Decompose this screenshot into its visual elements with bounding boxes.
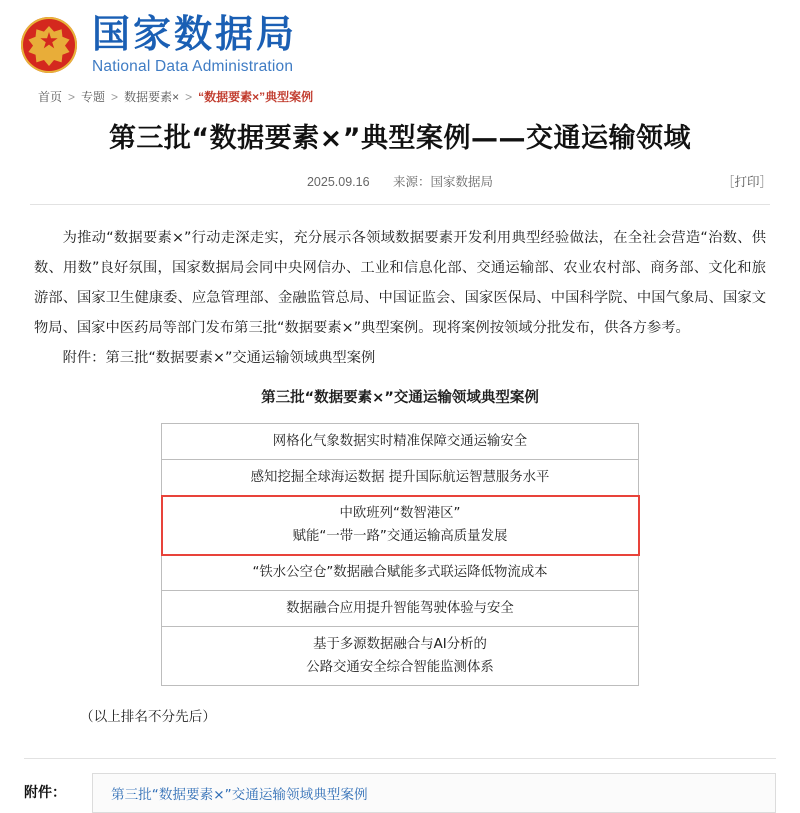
breadcrumb-separator: > (185, 89, 193, 104)
table-row (162, 555, 639, 591)
article-body (0, 205, 800, 732)
article-source: 来源：国家数据局 (393, 175, 494, 190)
attachment-label: 附件： (24, 785, 66, 802)
table-row (162, 460, 639, 496)
case-cell-1[interactable]: 网格化气象数据实时精准保障交通运输安全 (162, 424, 639, 460)
site-header (0, 0, 800, 76)
site-brand (92, 12, 297, 76)
table-row (162, 496, 639, 555)
page-title: 第三批“数据要素×”典型案例——交通运输领域 (108, 123, 692, 155)
case-table-title: 第三批“数据要素×”交通运输领域典型案例 (261, 390, 539, 407)
case-cell-6[interactable]: 基于多源数据融合与AI分析的 公路交通安全综合智能监测体系 (162, 627, 639, 686)
breadcrumb-separator: > (68, 89, 76, 104)
breadcrumb-item-data-element[interactable]: 数据要素× (124, 90, 180, 105)
case-table (161, 423, 639, 686)
attachment-box (92, 773, 776, 813)
table-row (162, 627, 639, 686)
title-block (0, 121, 800, 156)
article-meta (0, 172, 800, 190)
ranking-note: （以上排名不分先后） (80, 709, 216, 726)
breadcrumb-item-topic[interactable]: 专题 (81, 90, 106, 105)
print-button[interactable]: ［打印］ (721, 175, 772, 190)
breadcrumb-separator: > (111, 89, 119, 104)
attachment-divider (24, 758, 776, 759)
table-row (162, 591, 639, 627)
breadcrumb (38, 88, 800, 105)
breadcrumb-item-current: “数据要素×”典型案例 (198, 90, 314, 105)
article-paragraph-1: 为推动“数据要素×”行动走深走实，充分展示各领域数据要素开发利用典型经验做法，在全社会营造“治数、供数、用数”良好氛围，国家数据局会同中央网信办、工业和信息化部、交通运输部、农业农村部、商务部、文化和旅游部、国家卫生健康委、应急管理部、金融监管总局、中国证监会、国家医保局、中国科学院、中国气象局、国家文物局、国家中医药局等部门发布第三批“数据要素×”典型案例。现将案例按领域分批发布，供各方参考。 (34, 230, 766, 337)
case-cell-3-highlighted[interactable]: 中欧班列“数智港区” 赋能“一带一路”交通运输高质量发展 (162, 496, 639, 555)
case-cell-5[interactable]: 数据融合应用提升智能驾驶体验与安全 (162, 591, 639, 627)
attachment-link[interactable]: 第三批“数据要素×”交通运输领域典型案例 (111, 787, 368, 804)
article-date: 2025.09.16 (306, 175, 370, 190)
national-emblem-icon (18, 14, 80, 76)
breadcrumb-item-home[interactable]: 首页 (38, 90, 63, 105)
table-row (162, 424, 639, 460)
article-paragraph-2: 附件：第三批“数据要素×”交通运输领域典型案例 (62, 350, 376, 367)
site-name-en: National Data Administration (92, 58, 294, 76)
attachment-section (0, 773, 800, 813)
site-name-cn: 国家数据局 (92, 12, 298, 56)
case-cell-4[interactable]: “铁水公空仓”数据融合赋能多式联运降低物流成本 (162, 555, 639, 591)
case-cell-2[interactable]: 感知挖掘全球海运数据 提升国际航运智慧服务水平 (162, 460, 639, 496)
